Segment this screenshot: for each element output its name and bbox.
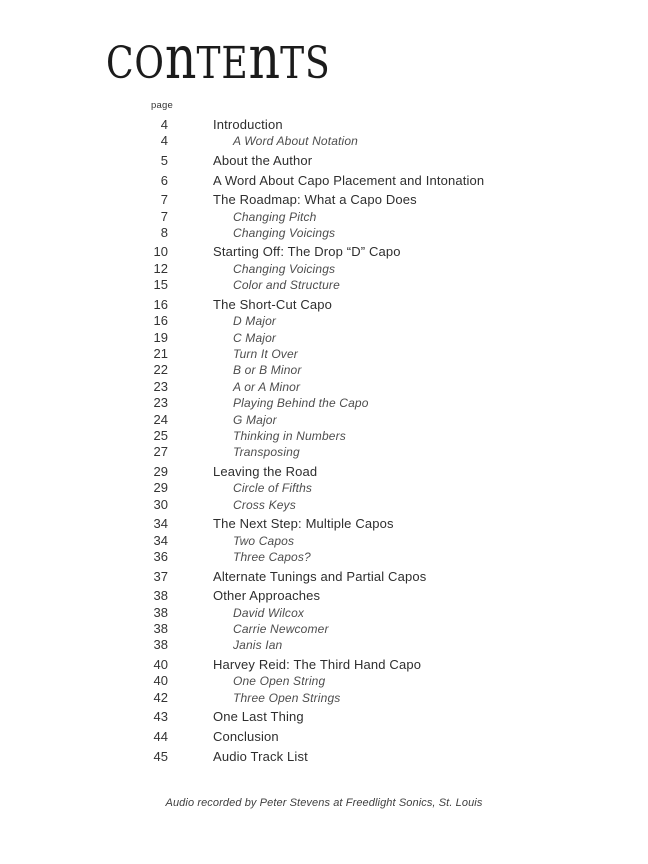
toc-entry (105, 673, 575, 689)
toc-entry (105, 621, 575, 637)
toc-entry (105, 362, 575, 378)
toc-entry (105, 330, 575, 346)
toc-entry-page-number: 38 (153, 588, 168, 604)
toc-group (105, 749, 575, 765)
toc-entry-title: Carrie Newcomer (233, 622, 329, 637)
toc-entry-page-number: 21 (153, 346, 168, 362)
toc-group (105, 569, 575, 585)
toc-entry-title: Other Approaches (213, 588, 321, 604)
toc-entry (105, 480, 575, 496)
toc-entry-title: D Major (233, 314, 277, 329)
toc-group (105, 153, 575, 169)
toc-entry-title: Introduction (213, 117, 283, 132)
toc-entry-title: Thinking in Numbers (233, 428, 346, 443)
toc-entry-title: Turn It Over (233, 347, 298, 362)
title-letter: T (196, 38, 222, 89)
title-letter: E (221, 38, 249, 89)
toc-entry (105, 749, 575, 765)
toc-entry-page-number: 16 (153, 296, 168, 312)
toc-group (105, 516, 575, 565)
toc-entry (105, 637, 575, 653)
toc-entry-title: Conclusion (213, 728, 279, 744)
toc-entry (105, 209, 575, 225)
toc-entry (105, 497, 575, 513)
toc-entry-page-number: 15 (153, 277, 168, 293)
toc-entry (105, 690, 575, 706)
toc-entry (105, 444, 575, 460)
toc-entry-title: Harvey Reid: The Third Hand Capo (213, 656, 422, 672)
title-letter: O (134, 38, 165, 89)
toc-entry (105, 729, 575, 745)
toc-entry-title: The Roadmap: What a Capo Does (213, 192, 417, 208)
toc-entry-page-number: 38 (153, 637, 168, 653)
toc-group (105, 729, 575, 745)
toc-entry (105, 277, 575, 293)
toc-entry (105, 395, 575, 411)
page-number-column-label: page (151, 100, 173, 111)
toc-entry-title: One Open String (233, 674, 326, 689)
toc-entry (105, 549, 575, 565)
toc-entry-page-number: 29 (153, 480, 168, 496)
toc-entry (105, 533, 575, 549)
toc-entry (105, 225, 575, 241)
toc-entry-title: A or A Minor (233, 379, 301, 394)
toc-entry-title: The Next Step: Multiple Capos (213, 516, 394, 532)
toc-entry-title: Cross Keys (233, 497, 296, 512)
toc-entry-title: Three Open Strings (233, 690, 341, 705)
toc-entry-page-number: 27 (153, 444, 168, 460)
toc-entry-title: Playing Behind the Capo (233, 396, 369, 411)
toc-group (105, 657, 575, 706)
toc-entry-title: Starting Off: The Drop “D” Capo (213, 244, 401, 260)
toc-group (105, 173, 575, 189)
toc-entry (105, 313, 575, 329)
toc-entry (105, 709, 575, 725)
toc-entry-page-number: 5 (160, 152, 168, 168)
toc-entry-page-number: 8 (160, 224, 168, 240)
toc-entry (105, 117, 575, 133)
toc-group (105, 464, 575, 513)
toc-entry (105, 588, 575, 604)
toc-entry-title: A Word About Capo Placement and Intonation (213, 172, 485, 188)
toc-entry-page-number: 45 (153, 748, 168, 764)
toc-entry-page-number: 37 (153, 568, 168, 584)
toc-entry-title: One Last Thing (213, 709, 304, 725)
toc-group (105, 117, 575, 150)
toc-entry-page-number: 25 (153, 427, 168, 443)
toc-entry (105, 657, 575, 673)
table-of-contents (105, 117, 575, 768)
toc-entry (105, 464, 575, 480)
toc-entry-page-number: 38 (153, 621, 168, 637)
toc-entry (105, 428, 575, 444)
toc-entry (105, 133, 575, 149)
toc-entry-page-number: 4 (160, 133, 168, 149)
toc-entry (105, 153, 575, 169)
toc-entry-title: Transposing (233, 445, 300, 460)
toc-entry-title: Color and Structure (233, 278, 340, 293)
toc-entry-page-number: 23 (153, 378, 168, 394)
toc-entry-title: Changing Voicings (233, 261, 336, 276)
toc-entry-page-number: 6 (160, 172, 168, 188)
page-title (106, 23, 331, 93)
toc-entry-page-number: 44 (153, 728, 168, 744)
toc-entry-page-number: 24 (153, 411, 168, 427)
toc-entry-title: Circle of Fifths (233, 481, 313, 496)
toc-entry (105, 192, 575, 208)
toc-entry-page-number: 42 (153, 689, 168, 705)
toc-entry (105, 605, 575, 621)
toc-entry-page-number: 4 (160, 117, 168, 132)
toc-entry-page-number: 34 (153, 516, 168, 532)
toc-entry (105, 244, 575, 260)
toc-entry-title: Changing Voicings (233, 225, 336, 240)
toc-entry-page-number: 43 (153, 709, 168, 725)
title-letter: n (164, 23, 197, 93)
toc-entry-page-number: 34 (153, 532, 168, 548)
toc-entry (105, 516, 575, 532)
toc-group (105, 709, 575, 725)
toc-entry (105, 379, 575, 395)
toc-entry-page-number: 23 (153, 395, 168, 411)
toc-entry-title: The Short-Cut Capo (213, 296, 333, 312)
toc-entry-page-number: 40 (153, 656, 168, 672)
toc-entry (105, 261, 575, 277)
toc-entry-page-number: 40 (153, 673, 168, 689)
toc-entry (105, 173, 575, 189)
toc-entry-page-number: 7 (160, 192, 168, 208)
toc-entry (105, 346, 575, 362)
toc-group (105, 244, 575, 293)
title-letter: n (248, 23, 281, 93)
toc-entry-title: Alternate Tunings and Partial Capos (213, 568, 427, 584)
toc-entry (105, 569, 575, 585)
toc-entry-title: Audio Track List (213, 748, 308, 764)
toc-entry-page-number: 19 (153, 329, 168, 345)
title-letter: C (106, 38, 135, 89)
audio-credit-line: Audio recorded by Peter Stevens at Freedlight Sonics, St. Louis (165, 797, 483, 809)
toc-entry-title: Janis Ian (233, 638, 283, 653)
toc-entry-title: About the Author (213, 152, 313, 168)
toc-entry-title: A Word About Notation (233, 134, 358, 149)
toc-entry-title: Two Capos (233, 533, 295, 548)
toc-group (105, 192, 575, 241)
toc-entry-page-number: 30 (153, 496, 168, 512)
toc-entry-page-number: 7 (160, 208, 168, 224)
toc-entry (105, 297, 575, 313)
title-letter: T (280, 38, 306, 89)
toc-entry-title: Three Capos? (233, 550, 311, 565)
toc-entry-page-number: 22 (153, 362, 168, 378)
toc-entry-page-number: 36 (153, 549, 168, 565)
toc-group (105, 297, 575, 461)
toc-group (105, 588, 575, 654)
toc-entry-page-number: 38 (153, 604, 168, 620)
toc-entry-page-number: 16 (153, 313, 168, 329)
toc-entry-page-number: 12 (153, 260, 168, 276)
toc-entry-title: Changing Pitch (233, 209, 317, 224)
toc-entry-title: G Major (233, 412, 277, 427)
toc-entry-page-number: 10 (153, 244, 168, 260)
toc-entry (105, 412, 575, 428)
title-letter: S (305, 38, 331, 89)
toc-entry-title: B or B Minor (233, 363, 302, 378)
toc-entry-title: C Major (233, 330, 277, 345)
toc-entry-page-number: 29 (153, 463, 168, 479)
toc-entry-title: David Wilcox (233, 605, 305, 620)
toc-entry-title: Leaving the Road (213, 463, 318, 479)
